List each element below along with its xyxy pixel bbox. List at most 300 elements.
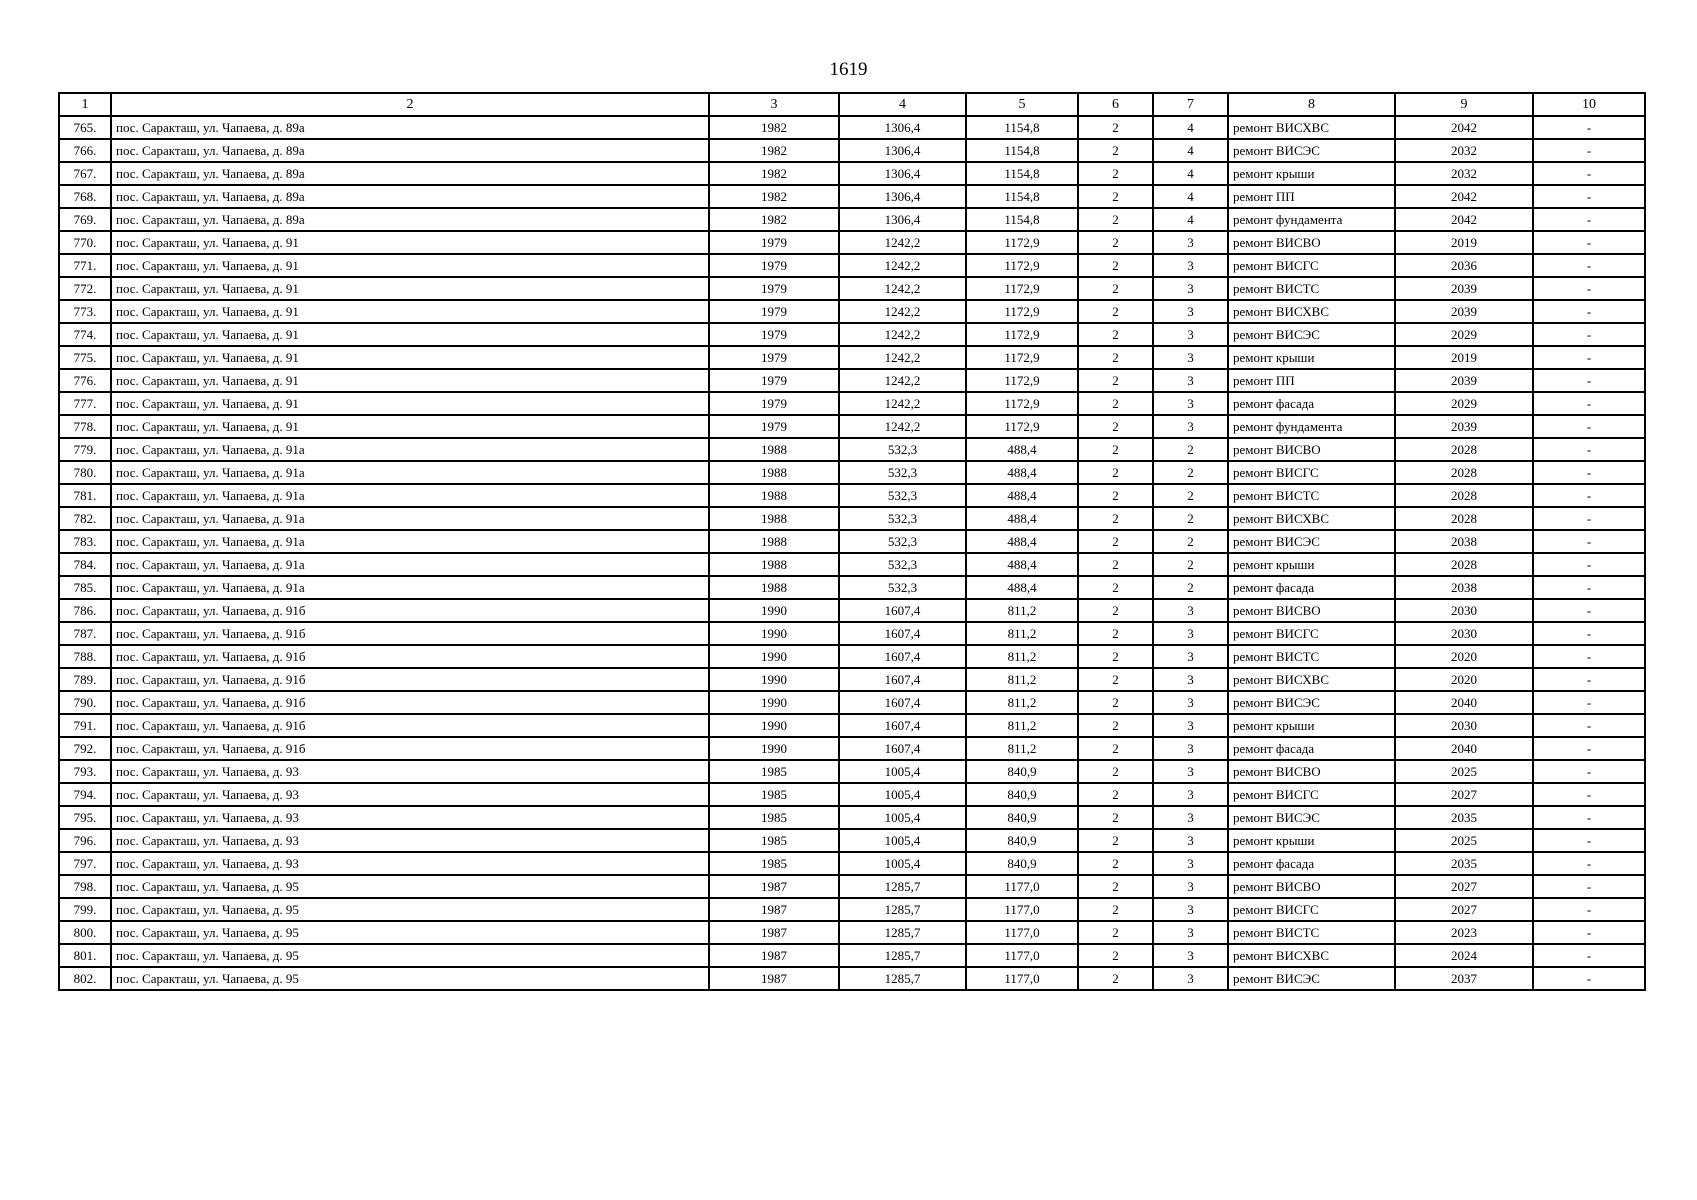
table-row — [59, 944, 1645, 967]
total-area-cell: 1306,4 — [839, 139, 966, 162]
address-cell: пос. Саракташ, ул. Чапаева, д. 91а — [111, 576, 709, 599]
living-area-cell: 811,2 — [966, 737, 1078, 760]
work-type-cell: ремонт ВИСГС — [1228, 783, 1395, 806]
note-cell: - — [1533, 599, 1645, 622]
column-header: 9 — [1395, 93, 1533, 116]
entrances-cell: 3 — [1153, 875, 1228, 898]
address-cell: пос. Саракташ, ул. Чапаева, д. 91 — [111, 254, 709, 277]
address-cell: пос. Саракташ, ул. Чапаева, д. 91а — [111, 507, 709, 530]
work-type-cell: ремонт ПП — [1228, 369, 1395, 392]
entrances-cell: 3 — [1153, 829, 1228, 852]
floors-cell: 2 — [1078, 461, 1153, 484]
floors-cell: 2 — [1078, 576, 1153, 599]
address-cell: пос. Саракташ, ул. Чапаева, д. 91б — [111, 668, 709, 691]
row-number-cell: 790. — [59, 691, 111, 714]
table-row — [59, 622, 1645, 645]
repair-year-cell: 2020 — [1395, 645, 1533, 668]
row-number-cell: 797. — [59, 852, 111, 875]
total-area-cell: 532,3 — [839, 553, 966, 576]
repair-year-cell: 2027 — [1395, 898, 1533, 921]
work-type-cell: ремонт ВИСХВС — [1228, 507, 1395, 530]
floors-cell: 2 — [1078, 116, 1153, 139]
row-number-cell: 771. — [59, 254, 111, 277]
repair-year-cell: 2042 — [1395, 116, 1533, 139]
note-cell: - — [1533, 553, 1645, 576]
table-row — [59, 208, 1645, 231]
row-number-cell: 789. — [59, 668, 111, 691]
entrances-cell: 3 — [1153, 346, 1228, 369]
total-area-cell: 532,3 — [839, 576, 966, 599]
entrances-cell: 3 — [1153, 921, 1228, 944]
repair-year-cell: 2025 — [1395, 829, 1533, 852]
row-number-cell: 792. — [59, 737, 111, 760]
note-cell: - — [1533, 921, 1645, 944]
entrances-cell: 2 — [1153, 461, 1228, 484]
note-cell: - — [1533, 783, 1645, 806]
year-cell: 1979 — [709, 300, 839, 323]
year-cell: 1985 — [709, 760, 839, 783]
entrances-cell: 4 — [1153, 139, 1228, 162]
address-cell: пос. Саракташ, ул. Чапаева, д. 93 — [111, 783, 709, 806]
living-area-cell: 840,9 — [966, 806, 1078, 829]
table-row — [59, 162, 1645, 185]
total-area-cell: 1285,7 — [839, 967, 966, 990]
floors-cell: 2 — [1078, 507, 1153, 530]
living-area-cell: 1172,9 — [966, 369, 1078, 392]
living-area-cell: 1172,9 — [966, 323, 1078, 346]
work-type-cell: ремонт ВИСТС — [1228, 484, 1395, 507]
total-area-cell: 1285,7 — [839, 875, 966, 898]
repair-year-cell: 2038 — [1395, 576, 1533, 599]
living-area-cell: 1172,9 — [966, 277, 1078, 300]
note-cell: - — [1533, 300, 1645, 323]
table-row — [59, 714, 1645, 737]
total-area-cell: 1607,4 — [839, 668, 966, 691]
row-number-cell: 769. — [59, 208, 111, 231]
address-cell: пос. Саракташ, ул. Чапаева, д. 95 — [111, 967, 709, 990]
address-cell: пос. Саракташ, ул. Чапаева, д. 91а — [111, 553, 709, 576]
floors-cell: 2 — [1078, 300, 1153, 323]
year-cell: 1982 — [709, 208, 839, 231]
repair-year-cell: 2039 — [1395, 300, 1533, 323]
work-type-cell: ремонт ВИСХВС — [1228, 944, 1395, 967]
note-cell: - — [1533, 714, 1645, 737]
address-cell: пос. Саракташ, ул. Чапаева, д. 91 — [111, 231, 709, 254]
year-cell: 1990 — [709, 691, 839, 714]
total-area-cell: 1242,2 — [839, 369, 966, 392]
row-number-cell: 798. — [59, 875, 111, 898]
address-cell: пос. Саракташ, ул. Чапаева, д. 89а — [111, 185, 709, 208]
repair-year-cell: 2028 — [1395, 438, 1533, 461]
note-cell: - — [1533, 576, 1645, 599]
note-cell: - — [1533, 461, 1645, 484]
living-area-cell: 1154,8 — [966, 116, 1078, 139]
entrances-cell: 3 — [1153, 415, 1228, 438]
address-cell: пос. Саракташ, ул. Чапаева, д. 91 — [111, 323, 709, 346]
table-row — [59, 875, 1645, 898]
address-cell: пос. Саракташ, ул. Чапаева, д. 91б — [111, 714, 709, 737]
floors-cell: 2 — [1078, 783, 1153, 806]
year-cell: 1990 — [709, 714, 839, 737]
floors-cell: 2 — [1078, 668, 1153, 691]
living-area-cell: 488,4 — [966, 507, 1078, 530]
row-number-cell: 779. — [59, 438, 111, 461]
living-area-cell: 1154,8 — [966, 185, 1078, 208]
work-type-cell: ремонт ВИСТС — [1228, 645, 1395, 668]
note-cell: - — [1533, 645, 1645, 668]
total-area-cell: 1285,7 — [839, 944, 966, 967]
work-type-cell: ремонт ВИСЭС — [1228, 139, 1395, 162]
table-row — [59, 760, 1645, 783]
floors-cell: 2 — [1078, 553, 1153, 576]
repair-year-cell: 2035 — [1395, 852, 1533, 875]
entrances-cell: 3 — [1153, 277, 1228, 300]
repair-year-cell: 2030 — [1395, 714, 1533, 737]
address-cell: пос. Саракташ, ул. Чапаева, д. 93 — [111, 829, 709, 852]
address-cell: пос. Саракташ, ул. Чапаева, д. 91а — [111, 530, 709, 553]
work-type-cell: ремонт ВИСВО — [1228, 875, 1395, 898]
living-area-cell: 811,2 — [966, 691, 1078, 714]
work-type-cell: ремонт ВИСВО — [1228, 231, 1395, 254]
address-cell: пос. Саракташ, ул. Чапаева, д. 91б — [111, 645, 709, 668]
total-area-cell: 1607,4 — [839, 737, 966, 760]
entrances-cell: 3 — [1153, 645, 1228, 668]
table-row — [59, 530, 1645, 553]
row-number-cell: 766. — [59, 139, 111, 162]
table-row — [59, 461, 1645, 484]
work-type-cell: ремонт крыши — [1228, 553, 1395, 576]
note-cell: - — [1533, 530, 1645, 553]
repair-year-cell: 2027 — [1395, 783, 1533, 806]
floors-cell: 2 — [1078, 852, 1153, 875]
repair-year-cell: 2028 — [1395, 553, 1533, 576]
year-cell: 1988 — [709, 530, 839, 553]
year-cell: 1988 — [709, 438, 839, 461]
year-cell: 1990 — [709, 737, 839, 760]
total-area-cell: 1242,2 — [839, 231, 966, 254]
total-area-cell: 1242,2 — [839, 346, 966, 369]
living-area-cell: 488,4 — [966, 576, 1078, 599]
total-area-cell: 1607,4 — [839, 645, 966, 668]
floors-cell: 2 — [1078, 714, 1153, 737]
note-cell: - — [1533, 967, 1645, 990]
entrances-cell: 3 — [1153, 369, 1228, 392]
table-row — [59, 139, 1645, 162]
row-number-cell: 791. — [59, 714, 111, 737]
year-cell: 1987 — [709, 875, 839, 898]
work-type-cell: ремонт крыши — [1228, 162, 1395, 185]
entrances-cell: 2 — [1153, 553, 1228, 576]
repair-year-cell: 2019 — [1395, 231, 1533, 254]
floors-cell: 2 — [1078, 530, 1153, 553]
table-row — [59, 737, 1645, 760]
repair-year-cell: 2028 — [1395, 461, 1533, 484]
repair-year-cell: 2037 — [1395, 967, 1533, 990]
repair-year-cell: 2025 — [1395, 760, 1533, 783]
living-area-cell: 1172,9 — [966, 300, 1078, 323]
row-number-cell: 801. — [59, 944, 111, 967]
living-area-cell: 1177,0 — [966, 898, 1078, 921]
work-type-cell: ремонт ВИСХВС — [1228, 668, 1395, 691]
repair-year-cell: 2020 — [1395, 668, 1533, 691]
work-type-cell: ремонт фундамента — [1228, 415, 1395, 438]
floors-cell: 2 — [1078, 737, 1153, 760]
living-area-cell: 488,4 — [966, 461, 1078, 484]
note-cell: - — [1533, 116, 1645, 139]
row-number-cell: 795. — [59, 806, 111, 829]
entrances-cell: 2 — [1153, 576, 1228, 599]
repair-year-cell: 2040 — [1395, 691, 1533, 714]
living-area-cell: 840,9 — [966, 829, 1078, 852]
table-row — [59, 116, 1645, 139]
column-header: 1 — [59, 93, 111, 116]
entrances-cell: 4 — [1153, 116, 1228, 139]
year-cell: 1982 — [709, 139, 839, 162]
note-cell: - — [1533, 484, 1645, 507]
row-number-cell: 799. — [59, 898, 111, 921]
note-cell: - — [1533, 392, 1645, 415]
year-cell: 1979 — [709, 369, 839, 392]
entrances-cell: 3 — [1153, 668, 1228, 691]
address-cell: пос. Саракташ, ул. Чапаева, д. 91а — [111, 438, 709, 461]
living-area-cell: 1154,8 — [966, 208, 1078, 231]
row-number-cell: 796. — [59, 829, 111, 852]
table-row — [59, 231, 1645, 254]
floors-cell: 2 — [1078, 921, 1153, 944]
row-number-cell: 794. — [59, 783, 111, 806]
table-row — [59, 668, 1645, 691]
work-type-cell: ремонт ВИСВО — [1228, 599, 1395, 622]
floors-cell: 2 — [1078, 254, 1153, 277]
address-cell: пос. Саракташ, ул. Чапаева, д. 89а — [111, 116, 709, 139]
living-area-cell: 1172,9 — [966, 392, 1078, 415]
living-area-cell: 488,4 — [966, 484, 1078, 507]
repair-year-cell: 2038 — [1395, 530, 1533, 553]
table-row — [59, 369, 1645, 392]
row-number-cell: 802. — [59, 967, 111, 990]
entrances-cell: 2 — [1153, 530, 1228, 553]
row-number-cell: 800. — [59, 921, 111, 944]
note-cell: - — [1533, 323, 1645, 346]
note-cell: - — [1533, 829, 1645, 852]
row-number-cell: 784. — [59, 553, 111, 576]
total-area-cell: 1607,4 — [839, 714, 966, 737]
work-type-cell: ремонт крыши — [1228, 346, 1395, 369]
repair-year-cell: 2019 — [1395, 346, 1533, 369]
note-cell: - — [1533, 254, 1645, 277]
row-number-cell: 774. — [59, 323, 111, 346]
repair-year-cell: 2039 — [1395, 415, 1533, 438]
floors-cell: 2 — [1078, 139, 1153, 162]
repair-year-cell: 2028 — [1395, 484, 1533, 507]
address-cell: пос. Саракташ, ул. Чапаева, д. 91б — [111, 691, 709, 714]
column-header: 6 — [1078, 93, 1153, 116]
table-row — [59, 438, 1645, 461]
entrances-cell: 3 — [1153, 944, 1228, 967]
floors-cell: 2 — [1078, 944, 1153, 967]
row-number-cell: 768. — [59, 185, 111, 208]
note-cell: - — [1533, 760, 1645, 783]
total-area-cell: 1607,4 — [839, 691, 966, 714]
column-header: 8 — [1228, 93, 1395, 116]
address-cell: пос. Саракташ, ул. Чапаева, д. 95 — [111, 921, 709, 944]
work-type-cell: ремонт ВИСГС — [1228, 622, 1395, 645]
living-area-cell: 1172,9 — [966, 346, 1078, 369]
year-cell: 1982 — [709, 162, 839, 185]
entrances-cell: 3 — [1153, 599, 1228, 622]
row-number-cell: 778. — [59, 415, 111, 438]
entrances-cell: 3 — [1153, 898, 1228, 921]
work-type-cell: ремонт фасада — [1228, 392, 1395, 415]
note-cell: - — [1533, 944, 1645, 967]
entrances-cell: 4 — [1153, 162, 1228, 185]
living-area-cell: 488,4 — [966, 553, 1078, 576]
repair-schedule-table — [58, 92, 1646, 991]
column-header: 7 — [1153, 93, 1228, 116]
repair-year-cell: 2036 — [1395, 254, 1533, 277]
living-area-cell: 840,9 — [966, 852, 1078, 875]
living-area-cell: 811,2 — [966, 599, 1078, 622]
entrances-cell: 2 — [1153, 507, 1228, 530]
entrances-cell: 2 — [1153, 438, 1228, 461]
total-area-cell: 1005,4 — [839, 829, 966, 852]
total-area-cell: 1005,4 — [839, 852, 966, 875]
repair-year-cell: 2029 — [1395, 392, 1533, 415]
total-area-cell: 1285,7 — [839, 898, 966, 921]
total-area-cell: 1242,2 — [839, 254, 966, 277]
living-area-cell: 1177,0 — [966, 967, 1078, 990]
year-cell: 1985 — [709, 806, 839, 829]
year-cell: 1985 — [709, 852, 839, 875]
row-number-cell: 773. — [59, 300, 111, 323]
table-row — [59, 898, 1645, 921]
entrances-cell: 3 — [1153, 783, 1228, 806]
entrances-cell: 3 — [1153, 622, 1228, 645]
note-cell: - — [1533, 898, 1645, 921]
entrances-cell: 3 — [1153, 760, 1228, 783]
repair-year-cell: 2030 — [1395, 599, 1533, 622]
total-area-cell: 532,3 — [839, 484, 966, 507]
floors-cell: 2 — [1078, 208, 1153, 231]
total-area-cell: 532,3 — [839, 438, 966, 461]
address-cell: пос. Саракташ, ул. Чапаева, д. 89а — [111, 208, 709, 231]
row-number-cell: 770. — [59, 231, 111, 254]
page-number: 1619 — [829, 59, 868, 80]
total-area-cell: 532,3 — [839, 507, 966, 530]
total-area-cell: 1005,4 — [839, 760, 966, 783]
entrances-cell: 3 — [1153, 392, 1228, 415]
work-type-cell: ремонт ВИСГС — [1228, 461, 1395, 484]
work-type-cell: ремонт ПП — [1228, 185, 1395, 208]
work-type-cell: ремонт ВИСВО — [1228, 438, 1395, 461]
year-cell: 1988 — [709, 507, 839, 530]
floors-cell: 2 — [1078, 323, 1153, 346]
header-row — [59, 93, 1645, 116]
table-row — [59, 783, 1645, 806]
floors-cell: 2 — [1078, 829, 1153, 852]
total-area-cell: 1005,4 — [839, 806, 966, 829]
living-area-cell: 811,2 — [966, 714, 1078, 737]
total-area-cell: 1306,4 — [839, 116, 966, 139]
note-cell: - — [1533, 162, 1645, 185]
entrances-cell: 3 — [1153, 737, 1228, 760]
column-header: 3 — [709, 93, 839, 116]
note-cell: - — [1533, 875, 1645, 898]
total-area-cell: 1242,2 — [839, 300, 966, 323]
floors-cell: 2 — [1078, 392, 1153, 415]
note-cell: - — [1533, 852, 1645, 875]
year-cell: 1987 — [709, 967, 839, 990]
row-number-cell: 786. — [59, 599, 111, 622]
work-type-cell: ремонт фасада — [1228, 576, 1395, 599]
note-cell: - — [1533, 806, 1645, 829]
living-area-cell: 811,2 — [966, 622, 1078, 645]
year-cell: 1982 — [709, 185, 839, 208]
year-cell: 1988 — [709, 553, 839, 576]
work-type-cell: ремонт ВИСЭС — [1228, 691, 1395, 714]
row-number-cell: 785. — [59, 576, 111, 599]
note-cell: - — [1533, 507, 1645, 530]
repair-year-cell: 2029 — [1395, 323, 1533, 346]
living-area-cell: 1154,8 — [966, 139, 1078, 162]
table-row — [59, 323, 1645, 346]
repair-year-cell: 2023 — [1395, 921, 1533, 944]
work-type-cell: ремонт фасада — [1228, 852, 1395, 875]
table-row — [59, 346, 1645, 369]
note-cell: - — [1533, 691, 1645, 714]
living-area-cell: 840,9 — [966, 760, 1078, 783]
table-row — [59, 553, 1645, 576]
table-row — [59, 484, 1645, 507]
address-cell: пос. Саракташ, ул. Чапаева, д. 93 — [111, 760, 709, 783]
note-cell: - — [1533, 139, 1645, 162]
work-type-cell: ремонт ВИСЭС — [1228, 806, 1395, 829]
year-cell: 1979 — [709, 323, 839, 346]
floors-cell: 2 — [1078, 346, 1153, 369]
year-cell: 1987 — [709, 898, 839, 921]
table-row — [59, 852, 1645, 875]
living-area-cell: 811,2 — [966, 645, 1078, 668]
total-area-cell: 1306,4 — [839, 208, 966, 231]
year-cell: 1987 — [709, 944, 839, 967]
repair-year-cell: 2027 — [1395, 875, 1533, 898]
note-cell: - — [1533, 415, 1645, 438]
row-number-cell: 767. — [59, 162, 111, 185]
work-type-cell: ремонт фундамента — [1228, 208, 1395, 231]
work-type-cell: ремонт ВИСВО — [1228, 760, 1395, 783]
floors-cell: 2 — [1078, 898, 1153, 921]
total-area-cell: 1607,4 — [839, 622, 966, 645]
table-row — [59, 921, 1645, 944]
year-cell: 1988 — [709, 461, 839, 484]
row-number-cell: 787. — [59, 622, 111, 645]
total-area-cell: 1607,4 — [839, 599, 966, 622]
floors-cell: 2 — [1078, 967, 1153, 990]
table-row — [59, 691, 1645, 714]
entrances-cell: 3 — [1153, 967, 1228, 990]
repair-year-cell: 2039 — [1395, 277, 1533, 300]
total-area-cell: 1242,2 — [839, 323, 966, 346]
year-cell: 1990 — [709, 599, 839, 622]
table-row — [59, 829, 1645, 852]
table-row — [59, 415, 1645, 438]
year-cell: 1979 — [709, 231, 839, 254]
floors-cell: 2 — [1078, 622, 1153, 645]
table-row — [59, 277, 1645, 300]
address-cell: пос. Саракташ, ул. Чапаева, д. 93 — [111, 852, 709, 875]
year-cell: 1987 — [709, 921, 839, 944]
work-type-cell: ремонт ВИСГС — [1228, 254, 1395, 277]
